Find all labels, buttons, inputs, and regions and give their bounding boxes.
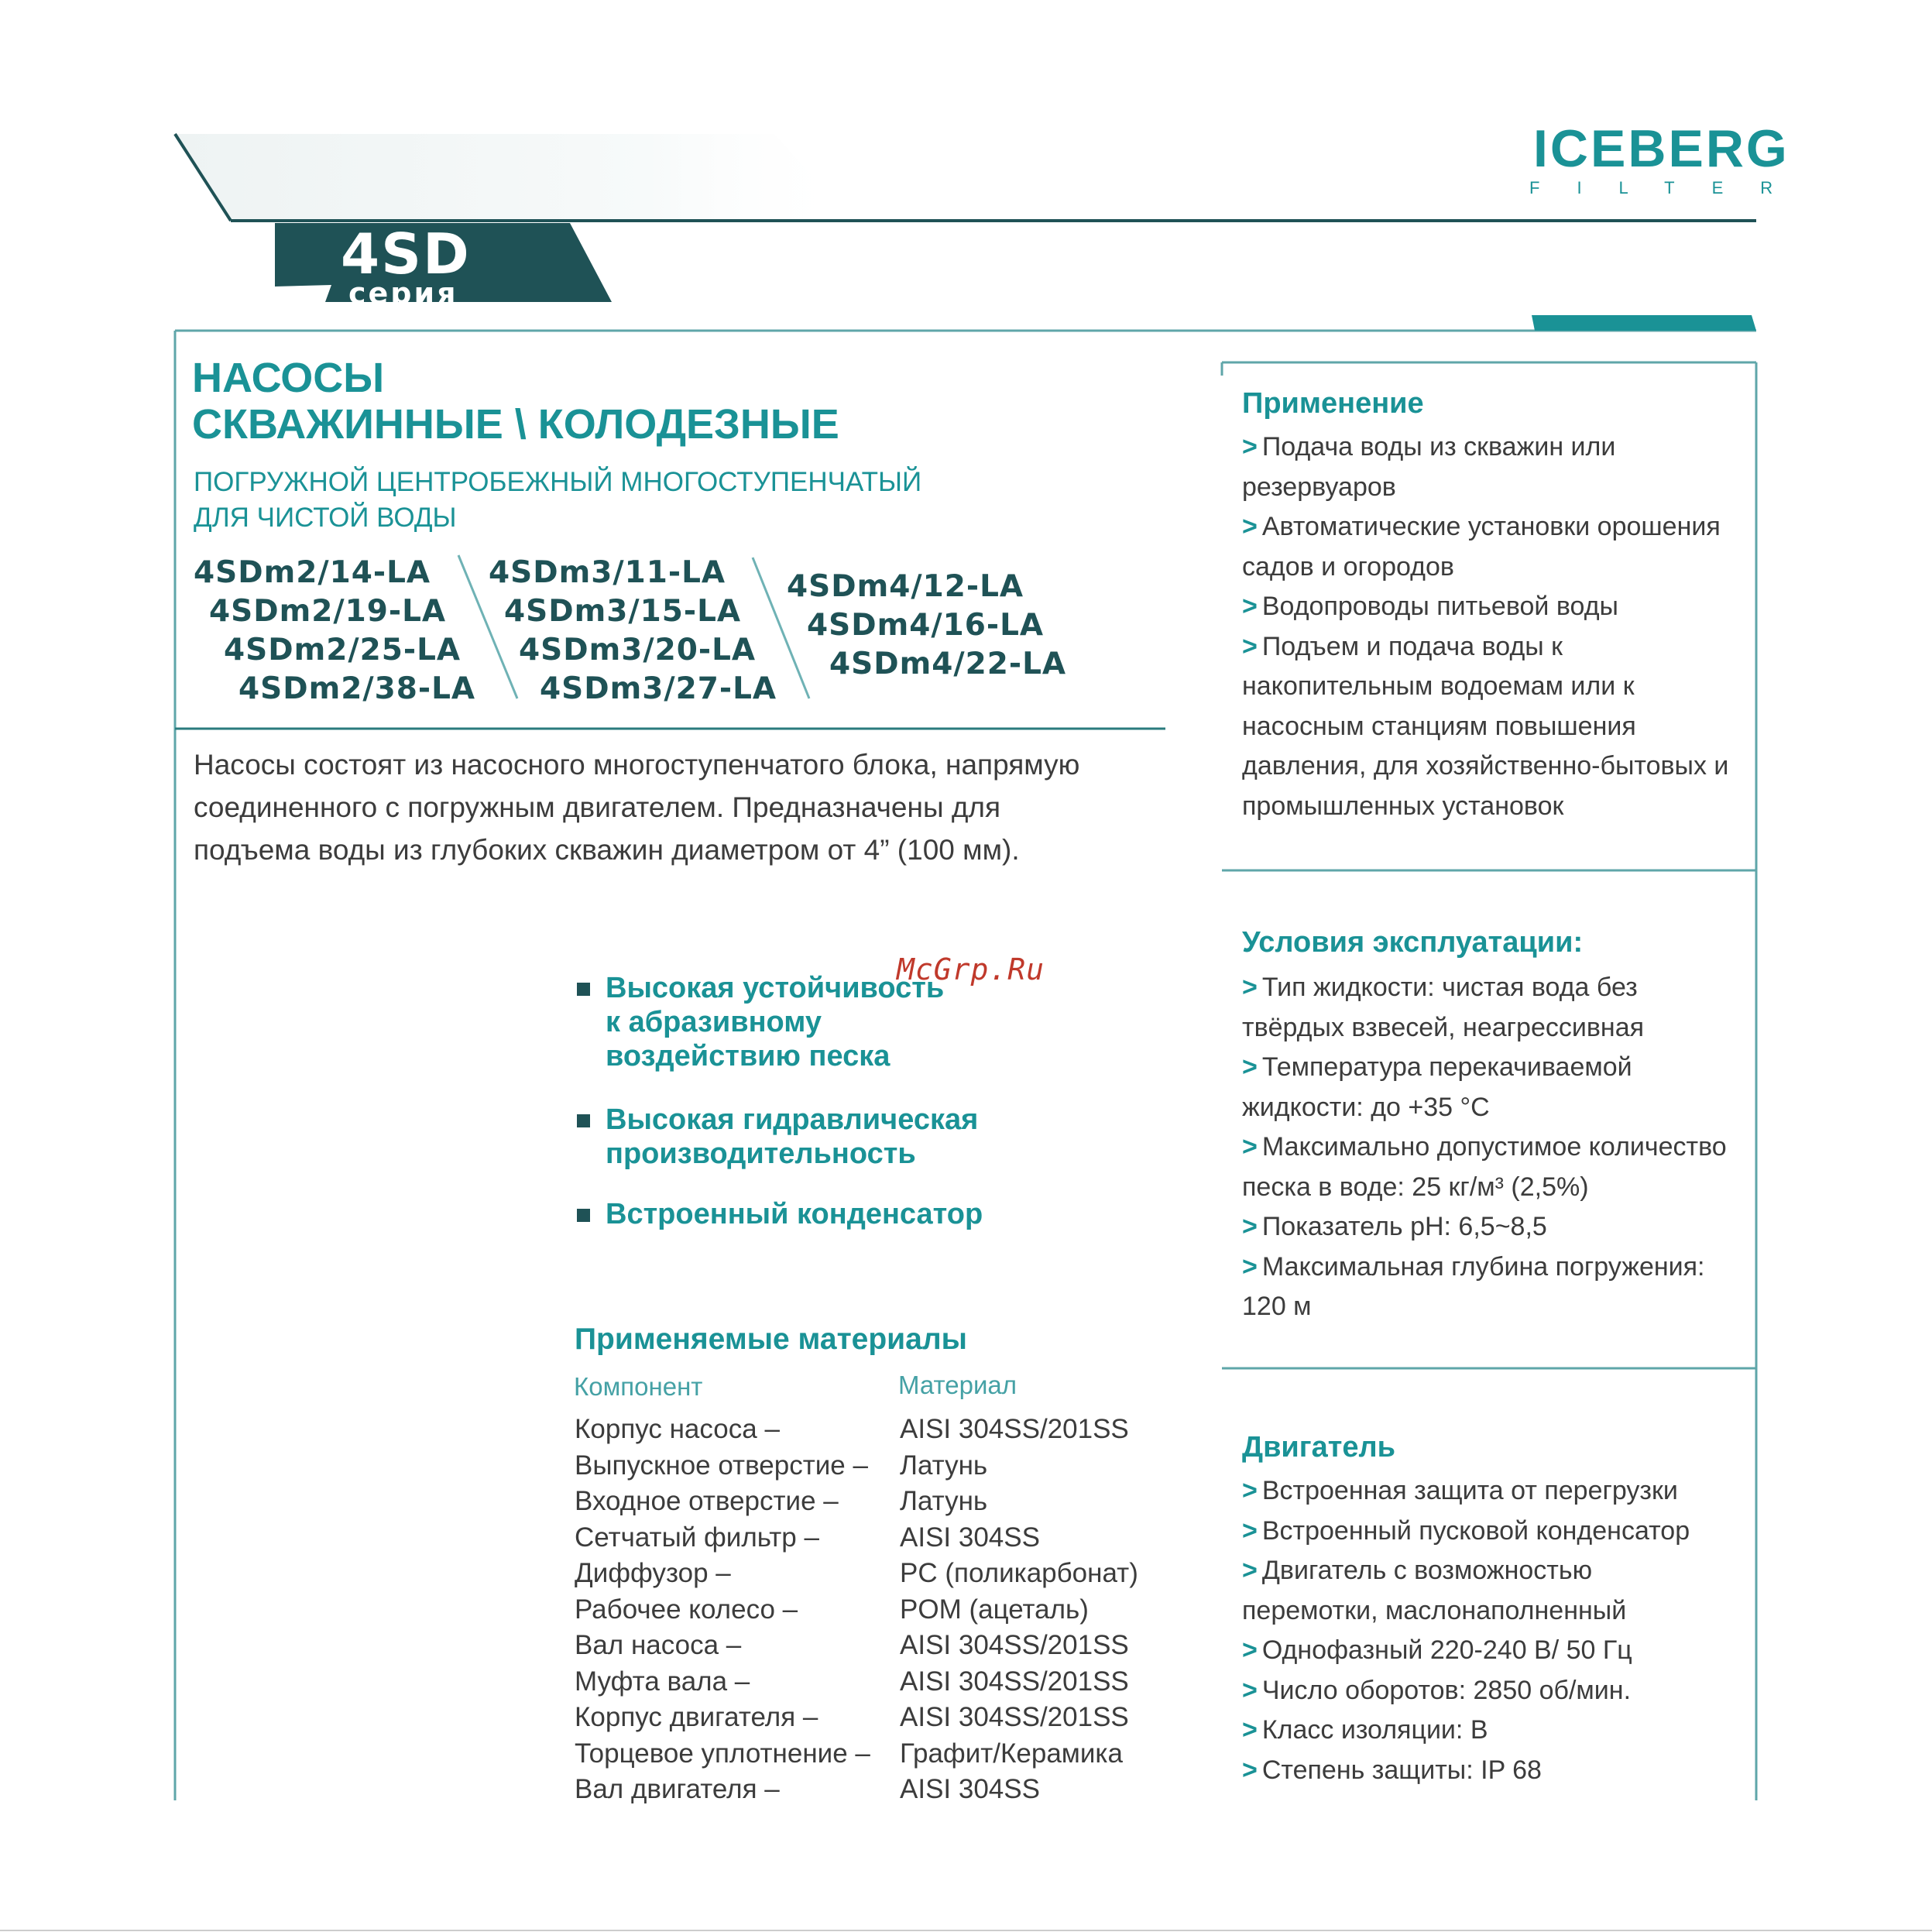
feature-line: Встроенный конденсатор [606,1198,983,1230]
list-item [1242,746,1757,787]
list-item-text: жидкости: до +35 °С [1242,1092,1490,1122]
list-item [1242,427,1757,468]
material-component: Торцевое уплотнение – [575,1738,870,1769]
material-value: AISI 304SS/201SS [900,1414,1129,1444]
model-name: 4SDm2/38-LA [238,671,476,706]
chevron-right-icon: > [1242,631,1258,661]
list-item-text: твёрдых взвесей, неагрессивная [1242,1012,1645,1042]
list-item [1242,1671,1757,1711]
chevron-right-icon: > [1242,1212,1258,1241]
feature-item [606,1197,1086,1231]
motor-title: Двигатель [1242,1431,1395,1464]
materials-component-list [575,1412,870,1808]
watermark: McGrp.Ru [897,952,1045,987]
model-name: 4SDm4/16-LA [807,608,1045,643]
page-title-line: НАСОСЫ [192,355,385,401]
materials-col-component: Компонент [574,1372,703,1401]
chevron-right-icon: > [1242,1715,1258,1745]
chevron-right-icon: > [1242,1251,1258,1282]
materials-title: Применяемые материалы [575,1323,967,1356]
list-item-text: Максимальная глубина погружения: [1261,1251,1705,1282]
list-item [1242,468,1757,508]
model-name: 4SDm2/19-LA [209,594,447,629]
materials-col-material: Материал [898,1371,1017,1399]
chevron-right-icon: > [1242,1755,1258,1785]
list-item-text: Подача воды из скважин или [1261,432,1616,462]
list-item-text: 120 м [1242,1292,1312,1321]
material-component: Корпус двигателя – [575,1702,818,1732]
series-code: 4SD [341,221,471,287]
list-item [1242,1751,1757,1791]
list-item-text: накопительным водоемам или к [1242,671,1635,701]
list-item [1242,1512,1757,1552]
material-component: Вал насоса – [575,1630,742,1660]
chevron-right-icon: > [1242,1635,1258,1665]
list-item [1242,1551,1757,1591]
chevron-right-icon: > [1242,512,1258,541]
subtitle-line: ПОГРУЖНОЙ ЦЕНТРОБЕЖНЫЙ МНОГОСТУПЕНЧАТЫЙ [194,467,922,497]
list-item [1242,1711,1757,1751]
model-name: 4SDm4/12-LA [787,569,1024,604]
model-name: 4SDm2/25-LA [224,633,462,667]
material-component: Диффузор – [575,1558,731,1588]
list-item [1242,1168,1757,1208]
list-item [1242,1127,1757,1168]
feature-line: воздействию песка [606,1040,891,1072]
subtitle-line: ДЛЯ ЧИСТОЙ ВОДЫ [194,503,457,533]
list-item-text: Показатель pH: 6,5~8,5 [1261,1212,1547,1241]
list-item-text: резервуаров [1242,472,1396,502]
chevron-right-icon: > [1242,1132,1258,1162]
list-item [1242,707,1757,747]
model-name: 4SDm3/11-LA [489,555,726,590]
model-name: 4SDm3/15-LA [504,594,742,629]
list-item [1242,507,1757,547]
material-value: AISI 304SS/201SS [900,1666,1129,1697]
list-item-text: Число оборотов: 2850 об/мин. [1261,1675,1632,1705]
material-value: Латунь [900,1450,988,1481]
conditions-title: Условия эксплуатации: [1242,926,1584,959]
list-item-text: Класс изоляции: B [1261,1715,1488,1745]
feature-item [606,971,1086,1073]
list-item [1242,1048,1757,1088]
material-component: Выпускное отверстие – [575,1450,868,1481]
series-label: серия [348,276,458,311]
material-component: Муфта вала – [575,1666,750,1697]
material-value: AISI 304SS [900,1774,1040,1804]
list-item-text: Подъем и подача воды к [1261,631,1563,661]
chevron-right-icon: > [1242,592,1258,621]
list-item [1242,1471,1757,1512]
list-item-text: Тип жидкости: чистая вода без [1261,973,1638,1002]
material-value: AISI 304SS/201SS [900,1630,1129,1660]
list-item [1242,1088,1757,1128]
material-value: Латунь [900,1486,988,1516]
list-item [1242,1631,1757,1671]
list-item-text: перемотки, маслонаполненный [1242,1595,1627,1625]
list-item-text: Водопроводы питьевой воды [1261,592,1618,621]
list-item [1242,787,1757,827]
material-value: AISI 304SS/201SS [900,1702,1129,1732]
application-list [1242,427,1757,826]
material-component: Корпус насоса – [575,1414,780,1444]
feature-line: Высокая устойчивость [606,972,945,1004]
feature-line: к абразивному [606,1006,822,1038]
list-item [1242,1287,1757,1327]
list-item [1242,1008,1757,1048]
bullet-square-icon [577,1209,590,1222]
list-item-text: Встроенная защита от перегрузки [1261,1476,1678,1505]
list-item [1242,587,1757,627]
brand-logo-sub: FILTER [1529,178,1810,197]
material-component: Сетчатый фильтр – [575,1522,819,1553]
materials-material-list [900,1412,1138,1808]
header-banner [175,134,852,220]
page-title-line: СКВАЖИННЫЕ \ КОЛОДЕЗНЫЕ [192,401,839,448]
list-item [1242,627,1757,667]
list-item [1242,1207,1757,1247]
feature-line: производительность [606,1138,916,1170]
chevron-right-icon: > [1242,1675,1258,1705]
list-item-text: Двигатель с возможностью [1261,1556,1593,1585]
material-component: Рабочее колесо – [575,1594,798,1625]
list-item-text: Однофазный 220-240 В/ 50 Гц [1261,1635,1632,1665]
chevron-right-icon: > [1242,1515,1258,1546]
list-item-text: промышленных установок [1242,791,1564,821]
list-item [1242,547,1757,588]
material-value: Графит/Керамика [900,1738,1123,1769]
list-item-text: песка в воде: 25 кг/м³ (2,5%) [1242,1172,1589,1202]
motor-list [1242,1471,1757,1790]
accent-bar [1532,315,1756,331]
model-name: 4SDm3/20-LA [519,633,757,667]
chevron-right-icon: > [1242,1052,1258,1082]
chevron-right-icon: > [1242,973,1258,1002]
intro-line: Насосы состоят из насосного многоступенчатого блока, напрямую [194,749,1080,781]
bullet-square-icon [577,1114,590,1127]
list-item-text: Встроенный пусковой конденсатор [1261,1515,1690,1546]
list-item-text: Максимально допустимое количество [1261,1132,1727,1162]
material-component: Входное отверстие – [575,1486,839,1516]
model-name: 4SDm3/27-LA [540,671,777,706]
intro-line: соединенного с погружным двигателем. Предназначены для [194,791,1001,823]
brand-logo: ICEBERG [1533,119,1790,178]
page-subtitle [194,465,1045,536]
list-item-text: Автоматические установки орошения [1261,512,1721,541]
list-item [1242,1247,1757,1288]
list-item-text: садов и огородов [1242,551,1454,582]
list-item-text: Температура перекачиваемой [1261,1052,1632,1082]
chevron-right-icon: > [1242,1476,1258,1505]
material-value: AISI 304SS [900,1522,1040,1553]
material-component: Вал двигателя – [575,1774,780,1804]
page-title [192,355,1121,448]
conditions-list [1242,968,1757,1327]
list-item [1242,667,1757,707]
application-title: Применение [1242,387,1424,420]
chevron-right-icon: > [1242,432,1258,462]
bullet-square-icon [577,983,590,996]
material-value: PC (поликарбонат) [900,1558,1138,1588]
chevron-right-icon: > [1242,1556,1258,1585]
feature-line: Высокая гидравлическая [606,1103,979,1136]
model-name: 4SDm2/14-LA [194,555,431,590]
material-value: POM (ацеталь) [900,1594,1089,1625]
list-item-text: давления, для хозяйственно-бытовых и [1242,751,1729,781]
list-item-text: Степень защиты: IP 68 [1261,1755,1542,1785]
list-item [1242,1591,1757,1632]
model-name: 4SDm4/22-LA [829,647,1067,681]
intro-text [194,743,1185,871]
feature-item [606,1103,1086,1171]
intro-line: подъема воды из глубоких скважин диаметром от 4” (100 мм). [194,834,1020,866]
list-item-text: насосным станциям повышения [1242,711,1636,741]
list-item [1242,968,1757,1008]
